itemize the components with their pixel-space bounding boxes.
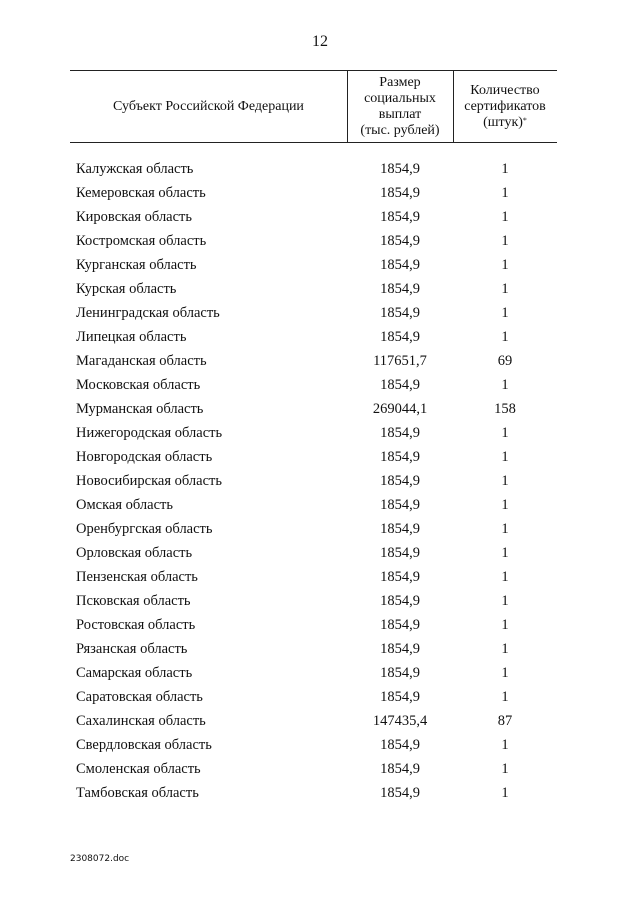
table-row bbox=[70, 469, 557, 493]
region-name: Новосибирская область bbox=[76, 473, 222, 489]
payment-amount: 1854,9 bbox=[380, 545, 420, 561]
certificate-count: 1 bbox=[501, 281, 509, 297]
region-name: Псковская область bbox=[76, 593, 191, 609]
table-row bbox=[70, 685, 557, 709]
table-row bbox=[70, 661, 557, 685]
table-body bbox=[70, 157, 557, 805]
region-name: Кемеровская область bbox=[76, 185, 206, 201]
region-name: Оренбургская область bbox=[76, 521, 213, 537]
payment-amount: 1854,9 bbox=[380, 257, 420, 273]
certificate-count: 1 bbox=[501, 545, 509, 561]
certificate-count: 1 bbox=[501, 761, 509, 777]
table-row bbox=[70, 421, 557, 445]
table-header bbox=[70, 71, 557, 142]
region-name: Рязанская область bbox=[76, 641, 188, 657]
payment-amount: 1854,9 bbox=[380, 593, 420, 609]
table-row bbox=[70, 781, 557, 805]
certificate-count: 1 bbox=[501, 233, 509, 249]
payment-amount: 1854,9 bbox=[380, 761, 420, 777]
table-row bbox=[70, 373, 557, 397]
region-name: Магаданская область bbox=[76, 353, 207, 369]
payment-amount: 1854,9 bbox=[380, 185, 420, 201]
payment-amount: 1854,9 bbox=[380, 329, 420, 345]
table-row bbox=[70, 757, 557, 781]
payment-amount: 1854,9 bbox=[380, 209, 420, 225]
table-row bbox=[70, 613, 557, 637]
table-row bbox=[70, 229, 557, 253]
certificate-count: 1 bbox=[501, 737, 509, 753]
payment-amount: 269044,1 bbox=[372, 401, 428, 417]
payment-amount: 1854,9 bbox=[380, 473, 420, 489]
payment-amount: 1854,9 bbox=[380, 617, 420, 633]
region-name: Костромская область bbox=[76, 233, 207, 249]
payment-amount: 147435,4 bbox=[372, 713, 428, 729]
certificate-count: 1 bbox=[501, 449, 509, 465]
table-row bbox=[70, 325, 557, 349]
header-certificates-line-2: сертификатов bbox=[464, 98, 546, 114]
certificate-count: 69 bbox=[497, 353, 513, 369]
header-payment-line-1: Размер bbox=[379, 74, 421, 90]
region-name: Новгородская область bbox=[76, 449, 213, 465]
table-row bbox=[70, 589, 557, 613]
certificate-count: 1 bbox=[501, 521, 509, 537]
region-name: Курганская область bbox=[76, 257, 197, 273]
header-subject bbox=[70, 71, 347, 142]
payment-amount: 1854,9 bbox=[380, 569, 420, 585]
region-name: Нижегородская область bbox=[76, 425, 223, 441]
table-row bbox=[70, 565, 557, 589]
table-row bbox=[70, 205, 557, 229]
table-row bbox=[70, 397, 557, 421]
payment-amount: 1854,9 bbox=[380, 161, 420, 177]
payment-amount: 1854,9 bbox=[380, 689, 420, 705]
certificate-count: 1 bbox=[501, 617, 509, 633]
region-name: Тамбовская область bbox=[76, 785, 199, 801]
region-name: Саратовская область bbox=[76, 689, 203, 705]
certificate-count: 1 bbox=[501, 593, 509, 609]
certificate-count: 1 bbox=[501, 689, 509, 705]
region-name: Липецкая область bbox=[76, 329, 187, 345]
table-row bbox=[70, 277, 557, 301]
payment-amount: 1854,9 bbox=[380, 425, 420, 441]
certificate-count: 1 bbox=[501, 569, 509, 585]
header-certificates bbox=[453, 71, 557, 142]
payment-amount: 117651,7 bbox=[373, 353, 427, 369]
certificate-count: 1 bbox=[501, 329, 509, 345]
region-name: Ростовская область bbox=[76, 617, 196, 633]
region-name: Орловская область bbox=[76, 545, 193, 561]
region-name: Омская область bbox=[76, 497, 173, 513]
region-name: Свердловская область bbox=[76, 737, 212, 753]
table-row bbox=[70, 541, 557, 565]
payment-amount: 1854,9 bbox=[380, 305, 420, 321]
table-row bbox=[70, 349, 557, 373]
header-payment-line-2: социальных bbox=[364, 90, 436, 106]
table-header-rule bbox=[70, 142, 557, 143]
payment-amount: 1854,9 bbox=[380, 233, 420, 249]
certificate-count: 1 bbox=[501, 785, 509, 801]
region-name: Ленинградская область bbox=[76, 305, 220, 321]
payment-amount: 1854,9 bbox=[380, 521, 420, 537]
payment-amount: 1854,9 bbox=[380, 665, 420, 681]
region-name: Смоленская область bbox=[76, 761, 201, 777]
region-name: Пензенская область bbox=[76, 569, 198, 585]
region-name: Курская область bbox=[76, 281, 177, 297]
header-payment-line-4: (тыс. рублей) bbox=[360, 122, 440, 138]
region-name: Мурманская область bbox=[76, 401, 204, 417]
header-certificates-line-3: (штук) bbox=[483, 114, 523, 130]
page-number: 12 bbox=[312, 33, 328, 50]
payment-amount: 1854,9 bbox=[380, 785, 420, 801]
payment-amount: 1854,9 bbox=[380, 737, 420, 753]
certificate-count: 1 bbox=[501, 473, 509, 489]
region-name: Сахалинская область bbox=[76, 713, 206, 729]
table-row bbox=[70, 517, 557, 541]
table-row bbox=[70, 637, 557, 661]
region-name: Московская область bbox=[76, 377, 201, 393]
table-row bbox=[70, 301, 557, 325]
payment-amount: 1854,9 bbox=[380, 281, 420, 297]
header-subject-label: Субъект Российской Федерации bbox=[113, 98, 304, 114]
region-name: Самарская область bbox=[76, 665, 193, 681]
table-row bbox=[70, 733, 557, 757]
certificate-count: 1 bbox=[501, 641, 509, 657]
certificate-count: 1 bbox=[501, 497, 509, 513]
certificate-count: 158 bbox=[494, 401, 516, 417]
table-row bbox=[70, 253, 557, 277]
footnote-mark: * bbox=[522, 115, 527, 125]
region-name: Калужская область bbox=[76, 161, 194, 177]
payment-amount: 1854,9 bbox=[380, 641, 420, 657]
table-row bbox=[70, 181, 557, 205]
header-certificates-line-1: Количество bbox=[470, 82, 540, 98]
certificate-count: 1 bbox=[501, 161, 509, 177]
document-code: 2308072.doc bbox=[70, 854, 130, 864]
table-row bbox=[70, 157, 557, 181]
certificate-count: 1 bbox=[501, 425, 509, 441]
table-row bbox=[70, 493, 557, 517]
certificate-count: 1 bbox=[501, 305, 509, 321]
certificate-count: 1 bbox=[501, 377, 509, 393]
payment-amount: 1854,9 bbox=[380, 449, 420, 465]
certificate-count: 1 bbox=[501, 257, 509, 273]
payment-amount: 1854,9 bbox=[380, 377, 420, 393]
regions-table bbox=[70, 70, 557, 801]
header-payment bbox=[347, 71, 453, 142]
table-row bbox=[70, 709, 557, 733]
table-row bbox=[70, 445, 557, 469]
header-payment-line-3: выплат bbox=[378, 106, 422, 122]
certificate-count: 1 bbox=[501, 185, 509, 201]
certificate-count: 1 bbox=[501, 209, 509, 225]
certificate-count: 87 bbox=[497, 713, 513, 729]
certificate-count: 1 bbox=[501, 665, 509, 681]
region-name: Кировская область bbox=[76, 209, 193, 225]
payment-amount: 1854,9 bbox=[380, 497, 420, 513]
